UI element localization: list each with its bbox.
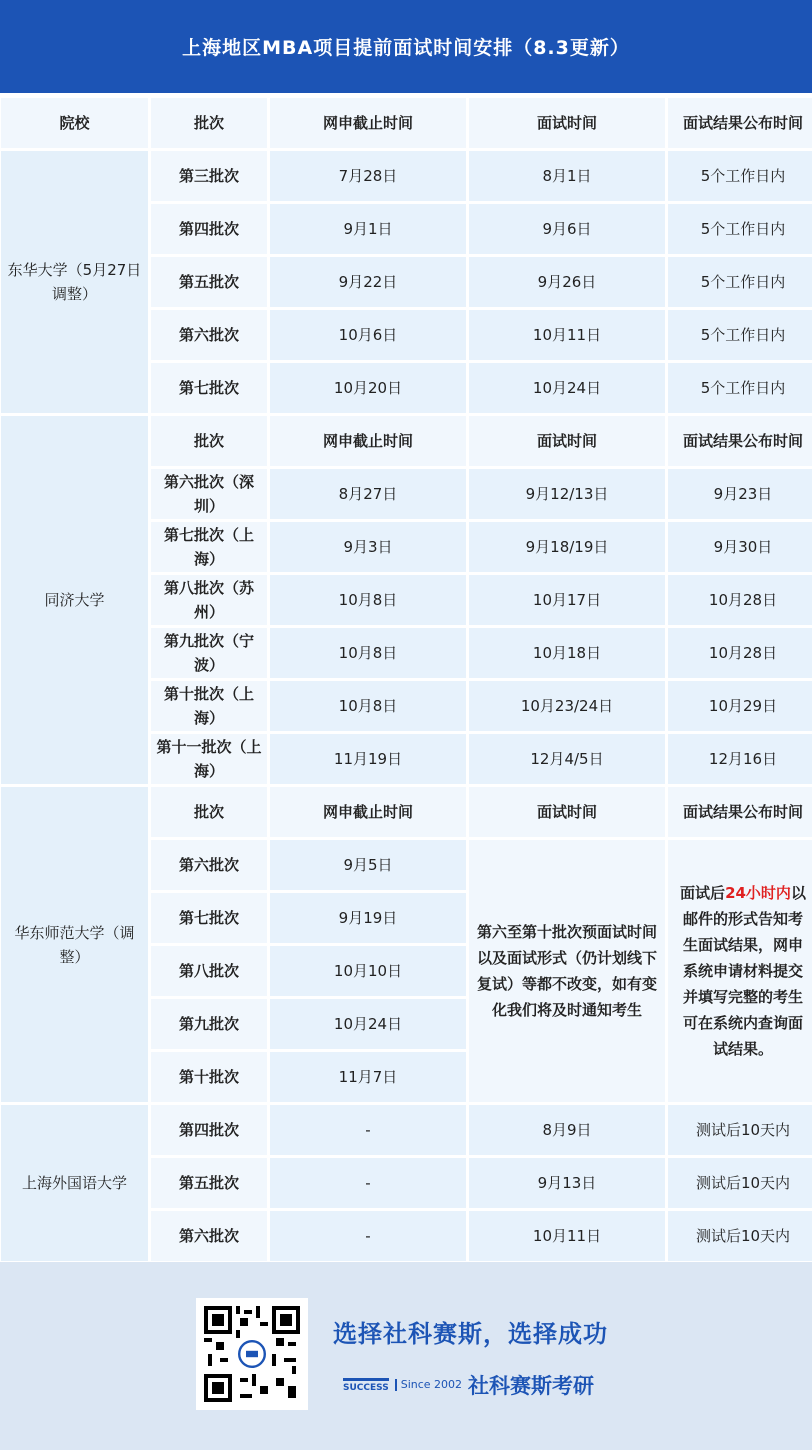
batch-cell: 第七批次 (151, 363, 267, 413)
batch-cell: 第四批次 (151, 204, 267, 254)
subheader-interview: 面试时间 (469, 416, 665, 466)
brand-cn: 社科赛斯考研 (468, 1374, 595, 1398)
result-cell: 5个工作日内 (668, 151, 812, 201)
batch-cell: 第五批次 (151, 1158, 267, 1208)
header-school: 院校 (1, 98, 148, 148)
batch-cell: 第六批次 (151, 840, 267, 890)
interview-cell: 10月11日 (469, 310, 665, 360)
table-subheader-row (1, 787, 812, 837)
batch-cell: 第八批次（苏州） (151, 575, 267, 625)
deadline-cell: 9月22日 (270, 257, 466, 307)
deadline-cell: 9月3日 (270, 522, 466, 572)
header-batch: 批次 (151, 98, 267, 148)
batch-cell: 第六批次 (151, 310, 267, 360)
interview-cell: 12月4/5日 (469, 734, 665, 784)
deadline-cell: 7月28日 (270, 151, 466, 201)
batch-cell: 第四批次 (151, 1105, 267, 1155)
header-deadline: 网申截止时间 (270, 98, 466, 148)
brand-en: SUCCESS (343, 1378, 389, 1393)
header-interview: 面试时间 (469, 98, 665, 148)
footer-banner (0, 1262, 812, 1450)
table-subheader-row (1, 416, 812, 466)
result-cell: 10月29日 (668, 681, 812, 731)
interview-cell: 10月23/24日 (469, 681, 665, 731)
result-cell: 12月16日 (668, 734, 812, 784)
batch-cell: 第七批次 (151, 893, 267, 943)
batch-cell: 第九批次（宁波） (151, 628, 267, 678)
result-cell: 测试后10天内 (668, 1105, 812, 1155)
subheader-deadline: 网申截止时间 (270, 416, 466, 466)
batch-cell: 第十批次 (151, 1052, 267, 1102)
deadline-cell: 10月8日 (270, 628, 466, 678)
batch-cell: 第九批次 (151, 999, 267, 1049)
table-row (1, 151, 812, 201)
interview-cell: 9月12/13日 (469, 469, 665, 519)
deadline-cell: 9月1日 (270, 204, 466, 254)
brand-logo (343, 1370, 594, 1400)
result-cell: 10月28日 (668, 575, 812, 625)
subheader-result: 面试结果公布时间 (668, 416, 812, 466)
result-cell: 5个工作日内 (668, 204, 812, 254)
result-cell: 9月30日 (668, 522, 812, 572)
header-result: 面试结果公布时间 (668, 98, 812, 148)
qr-code[interactable] (196, 1298, 308, 1410)
interview-cell: 8月1日 (469, 151, 665, 201)
interview-cell: 9月18/19日 (469, 522, 665, 572)
deadline-cell: 9月19日 (270, 893, 466, 943)
interview-cell: 10月17日 (469, 575, 665, 625)
qr-code-icon (204, 1306, 300, 1402)
deadline-cell: 11月7日 (270, 1052, 466, 1102)
interview-cell: 10月24日 (469, 363, 665, 413)
interview-cell: 10月18日 (469, 628, 665, 678)
batch-cell: 第六批次 (151, 1211, 267, 1261)
footer-slogan: 选择社科赛斯，选择成功 (333, 1320, 608, 1348)
interview-cell: 9月26日 (469, 257, 665, 307)
schedule-table (0, 95, 812, 1264)
result-cell: 9月23日 (668, 469, 812, 519)
result-note-post: 以邮件的形式告知考生面试结果，网申系统申请材料提交并填写完整的考生可在系统内查询面试结果。 (682, 884, 806, 1058)
deadline-cell: - (270, 1105, 466, 1155)
deadline-cell: 10月10日 (270, 946, 466, 996)
interview-cell: 10月11日 (469, 1211, 665, 1261)
result-cell: 5个工作日内 (668, 363, 812, 413)
batch-cell: 第三批次 (151, 151, 267, 201)
subheader-batch: 批次 (151, 787, 267, 837)
deadline-cell: 10月8日 (270, 575, 466, 625)
result-note-pre: 面试后 (680, 884, 726, 902)
deadline-cell: - (270, 1211, 466, 1261)
result-note (668, 840, 812, 1102)
subheader-batch: 批次 (151, 416, 267, 466)
batch-cell: 第五批次 (151, 257, 267, 307)
school-tongji: 同济大学 (1, 416, 148, 784)
deadline-cell: 9月5日 (270, 840, 466, 890)
deadline-cell: 10月6日 (270, 310, 466, 360)
batch-cell: 第八批次 (151, 946, 267, 996)
batch-cell: 第十一批次（上海） (151, 734, 267, 784)
deadline-cell: 10月20日 (270, 363, 466, 413)
interview-note: 第六至第十批次预面试时间以及面试形式（仍计划线下复试）等都不改变，如有变化我们将及时通知考生 (469, 840, 665, 1102)
school-ecnu: 华东师范大学（调整） (1, 787, 148, 1102)
batch-cell: 第六批次（深圳） (151, 469, 267, 519)
result-note-highlight: 24小时内 (725, 884, 791, 902)
interview-cell: 9月13日 (469, 1158, 665, 1208)
school-donghua: 东华大学（5月27日调整） (1, 151, 148, 413)
deadline-cell: 10月24日 (270, 999, 466, 1049)
interview-cell: 9月6日 (469, 204, 665, 254)
deadline-cell: 10月8日 (270, 681, 466, 731)
result-cell: 10月28日 (668, 628, 812, 678)
table-header-row (1, 98, 812, 148)
deadline-cell: 11月19日 (270, 734, 466, 784)
subheader-deadline: 网申截止时间 (270, 787, 466, 837)
result-cell: 测试后10天内 (668, 1211, 812, 1261)
deadline-cell: - (270, 1158, 466, 1208)
subheader-result: 面试结果公布时间 (668, 787, 812, 837)
subheader-interview: 面试时间 (469, 787, 665, 837)
result-cell: 测试后10天内 (668, 1158, 812, 1208)
deadline-cell: 8月27日 (270, 469, 466, 519)
interview-cell: 8月9日 (469, 1105, 665, 1155)
result-cell: 5个工作日内 (668, 257, 812, 307)
result-cell: 5个工作日内 (668, 310, 812, 360)
school-sisu: 上海外国语大学 (1, 1105, 148, 1261)
table-row (1, 1105, 812, 1155)
batch-cell: 第十批次（上海） (151, 681, 267, 731)
brand-since: Since 2002 (395, 1379, 462, 1391)
batch-cell: 第七批次（上海） (151, 522, 267, 572)
page-title: 上海地区MBA项目提前面试时间安排（8.3更新） (0, 0, 812, 93)
